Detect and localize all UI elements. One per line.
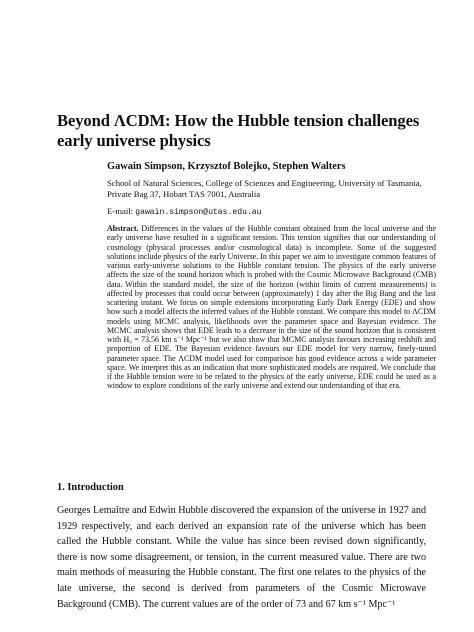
abstract bbox=[107, 224, 436, 391]
email-address[interactable]: gawain.simpson@utas.edu.au bbox=[135, 208, 262, 217]
paper-title: Beyond ΛCDM: How the Hubble tension challenges early universe physics bbox=[57, 111, 420, 150]
abstract-text: Differences in the values of the Hubble constant obtained from the local universe and the early universe have resulted in a significant tension. This tension signifies that our understanding of cosmology (physical processes and/or cosmological data) is incomplete. Some of the suggested solutions include physics of the early Universe. In this paper we aim to investigate common features of various early-universe solutions to the Hubble constant tension. The physics of the early universe affects the size of the sound horizon which is probed with the Cosmic Microwave Background (CMB) data. Within the standard model, the size of the horizon (within limits of current measurements) is affected by processes that could occur between (approximately) 1 day after the Big Bang and the last scattering instant. We focus on simple extensions incorporating Early Dark Energy (EDE) and show how such a model affects the inferred values of the Hubble constant. We compare this model to ΛCDM models using MCMC analysis, likelihoods over the parameter space and Bayesian evidence. The MCMC analysis shows that EDE leads to a decrease in the size of the sound horizon that is consistent with H₀ = 73.56 km s⁻¹ Mpc⁻¹ but we also show that MCMC analysis favours increasing redshift and proportion of EDE. The Bayesian evidence favours our EDE model for very narrow, finely-tuned parameter space. The ΛCDM model used for comparison has good evidence across a wide parameter space. We interpret this as an indication that more sophisticated models are required. We conclude that if the Hubble tension were to be related to the physics of the early universe, EDE could be used as a window to explore conditions of the early universe and extend our understanding of that era. bbox=[107, 224, 436, 391]
author-list: Gawain Simpson, Krzysztof Bolejko, Stephen Walters bbox=[107, 161, 346, 172]
affiliation: School of Natural Sciences, College of Sciences and Engineering, University of Tasmania, Private Bag 37, Hobart TAS 7001, Australia bbox=[107, 178, 422, 200]
section-heading: 1. Introduction bbox=[57, 482, 124, 493]
email-line bbox=[107, 206, 262, 218]
email-label: E-mail: bbox=[107, 206, 134, 216]
introduction-paragraph: Georges Lemaître and Edwin Hubble discovered the expansion of the universe in 1927 and 1929 respectively, and each derived an expansion rate of the universe which has been called the Hubble constant. While the value has since been revised down significantly, there is now some disagreement, or tension, in the current measured value. There are two main methods of measuring the Hubble constant. The first one relates to the physics of the late universe, the second is derived from parameters of the Cosmic Microwave Background (CMB). The current values are of the order of 73 and 67 km s⁻¹ Mpc⁻¹ bbox=[57, 505, 426, 610]
abstract-label: Abstract. bbox=[107, 224, 139, 233]
